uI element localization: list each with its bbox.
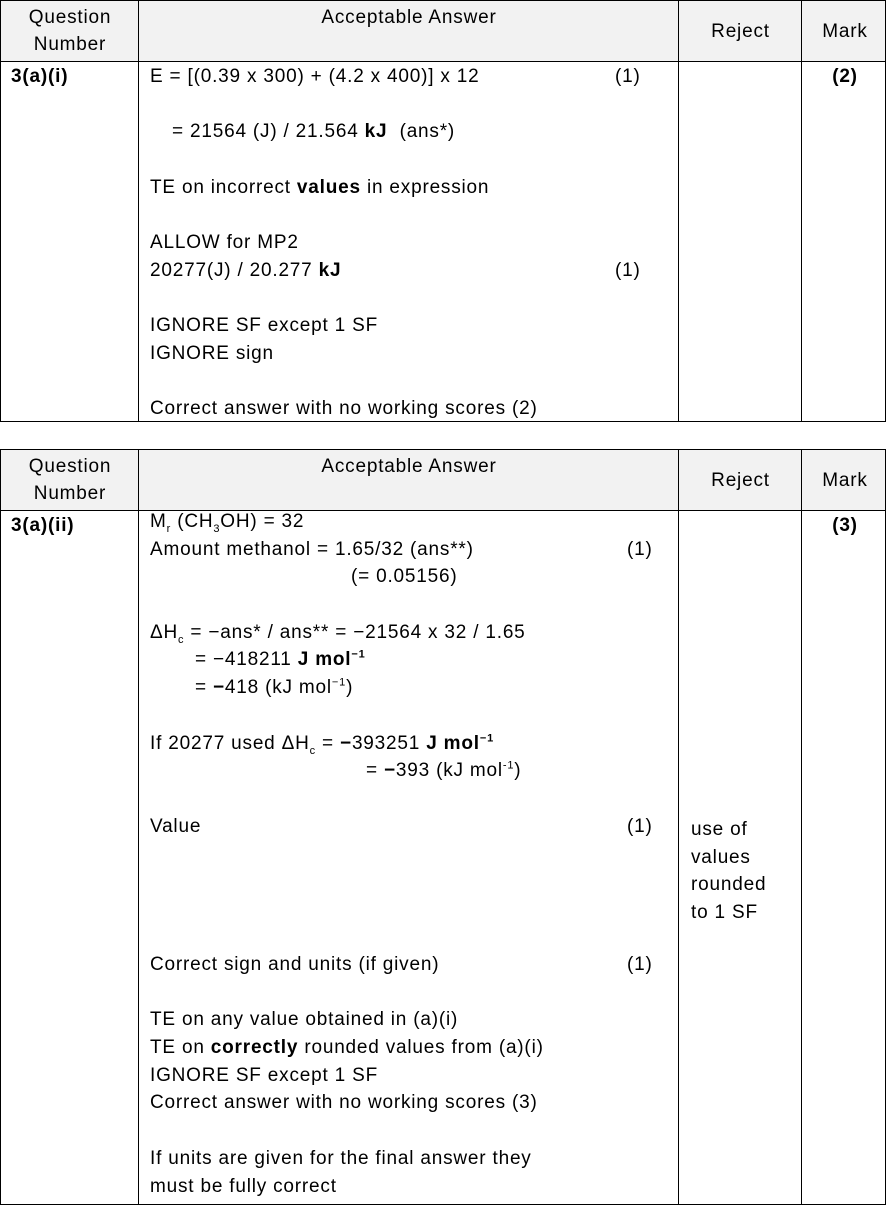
subscript: c [178,633,185,646]
answer-line: E = [(0.39 x 300) + (4.2 x 400)] x 12 [150,66,480,87]
answer-line: (CH [171,511,214,532]
subscript: c [309,744,316,757]
mark-value: (3) [832,515,858,536]
unit: J mol [426,732,480,754]
mark-point: (1) [615,66,641,87]
mark-point: (1) [615,259,641,281]
answer-line: rounded values from (a)(i) [298,1037,544,1059]
header-label: Question [28,7,112,28]
answer-line: IGNORE SF except 1 SF [150,1064,378,1086]
subscript: 3 [213,522,221,535]
mark-point: (1) [627,954,653,975]
superscript: −1 [331,676,347,689]
answer-line: TE on incorrect [150,176,297,198]
mark-scheme-table-3a-i [0,0,886,422]
answer-line: = [366,760,384,782]
superscript: -1 [502,759,515,772]
answer-line: Correct sign and units (if given) [150,954,440,975]
mark-point: (1) [627,538,653,560]
acceptable-answer [150,63,670,423]
minus-sign: − [212,677,225,699]
answer-line: ) [514,760,522,782]
answer-line: (= 0.05156) [351,566,458,588]
header-question-number [1,453,139,507]
answer-line: TE on any value obtained in (a)(i) [150,1009,459,1031]
answer-line: Amount methanol = 1.65/32 (ans**) [150,538,474,560]
header-reject: Reject [711,21,770,42]
answer-line: Correct answer with no working scores (3) [150,1092,538,1114]
answer-line: OH) = 32 [220,511,305,532]
answer-line: must be fully correct [150,1175,337,1197]
answer-line: ΔH [150,621,179,643]
question-number: 3(a)(ii) [11,515,75,536]
emphasis: values [296,176,361,198]
emphasis: correctly [210,1037,299,1059]
answer-line: = −ans* / ans** = −21564 x 32 / 1.65 [184,621,526,643]
answer-line: ALLOW for MP2 [150,232,299,254]
table-header [1,1,885,62]
header-mark: Mark [822,21,868,42]
reject-line: to 1 SF [691,902,758,924]
reject-line: use of [691,819,748,840]
answer-line: 418 (kJ mol [224,677,332,699]
answer-line: If units are given for the final answer they [150,1147,532,1169]
answer-note: (ans*) [387,121,456,143]
table-header [1,450,885,511]
unit: kJ [318,259,342,281]
answer-line: Correct answer with no working scores (2) [150,398,538,420]
answer-line: = [315,732,341,754]
mark-scheme-table-3a-ii [0,449,886,1205]
header-question-number [1,4,139,58]
mark-value: (2) [832,66,858,87]
minus-sign: − [340,732,352,754]
answer-line: ) [346,677,354,699]
reject-text [691,816,766,927]
answer-line: in expression [360,176,490,198]
minus-sign: − [383,760,396,782]
acceptable-answer [150,508,670,1200]
answer-line: If 20277 used ΔH [150,732,310,754]
header-reject: Reject [711,470,770,491]
answer-line: IGNORE sign [150,342,274,364]
superscript: −1 [351,649,366,662]
answer-line: 393 (kJ mol [395,760,503,782]
answer-line: TE on [150,1037,211,1059]
header-label: Number [33,34,107,55]
unit: kJ [364,121,388,143]
header-acceptable-answer: Acceptable Answer [321,456,497,477]
answer-line: = 21564 (J) / 21.564 [172,121,365,143]
reject-line: rounded [691,874,767,896]
answer-line: 393251 [351,732,427,754]
subscript: r [166,522,172,535]
answer-line: M [150,511,167,532]
superscript: −1 [479,732,494,745]
answer-line: Value [150,815,202,837]
header-mark: Mark [822,470,868,491]
unit: J mol [297,649,352,671]
header-label: Question [28,456,112,477]
header-label: Number [33,483,107,504]
answer-line: = [195,677,213,699]
answer-line: = −418211 [195,649,298,671]
header-acceptable-answer: Acceptable Answer [321,7,497,28]
reject-line: values [691,846,751,868]
question-number: 3(a)(i) [11,66,69,87]
answer-line: IGNORE SF except 1 SF [150,315,378,337]
mark-point: (1) [627,815,653,837]
answer-line: 20277(J) / 20.277 [150,259,319,281]
